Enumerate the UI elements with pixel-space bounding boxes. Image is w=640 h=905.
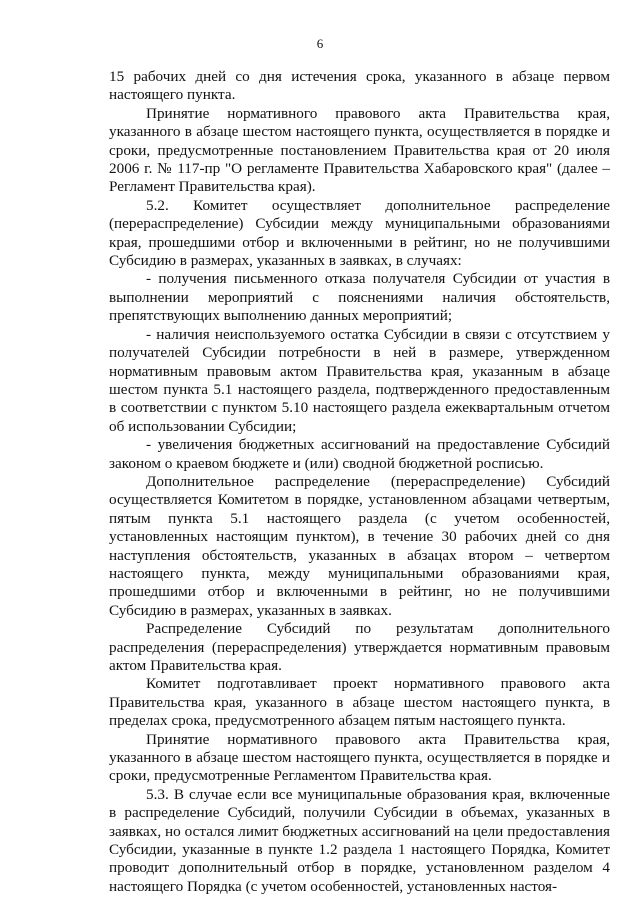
- list-item-budget-increase: - увеличения бюджетных ассигнований на предоставление Субсидий законом о краевом бюджете и (или) сводной бюджетной росписью.: [109, 436, 610, 472]
- paragraph-redistribution-procedure: Дополнительное распределение (перераспределение) Субсидий осуществляется Комитетом в порядке, установленном абзацами четвертым, пятым пункта 5.1 настоящего раздела (с учетом особенностей, установленных настоящим пунктом), в течение 30 рабочих дней со дня наступления обстоятельств, указанных в абзацах втором – четвертом настоящего пункта, между муниципальными образованиями края, прошедшими отбор и включенными в рейтинг, но не получившими Субсидию в размерах, указанных в заявках.: [109, 472, 610, 619]
- list-item-written-refusal: - получения письменного отказа получателя Субсидии от участия в выполнении мероприятий с пояснениями наличия обстоятельств, препятствующих выполнению данных мероприятий;: [109, 270, 610, 325]
- list-item-unused-balance: - наличия неиспользуемого остатка Субсидии в связи с отсутствием у получателей Субсидии потребности в ней в размере, утвержденном нормативным правовым актом Правительства края, указанным в абзаце шестом пункта 5.1 настоящего раздела, подтвержденного предоставленным в соответствии с пунктом 5.10 настоящего раздела ежеквартальным отчетом об использовании Субсидии;: [109, 325, 610, 435]
- paragraph-draft-preparation: Комитет подготавливает проект нормативного правового акта Правительства края, указанного в абзаце шестом настоящего пункта, в пределах срока, предусмотренного абзацем пятым настоящего пункта.: [109, 675, 610, 730]
- paragraph-5-3: 5.3. В случае если все муниципальные образования края, включенные в распределение Субсидий, получили Субсидии в объемах, указанных в заявках, но остался лимит бюджетных ассигнований на цели предоставления Субсидии, указанные в пункте 1.2 раздела 1 настоящего Порядка, Комитет проводит дополнительный отбор в порядке, установленном разделом 4 настоящего Порядка (с учетом особенностей, установленных настоя-: [109, 785, 610, 895]
- paragraph-continuation: 15 рабочих дней со дня истечения срока, указанного в абзаце первом настоящего пункта.: [109, 68, 610, 104]
- document-body: [109, 68, 610, 896]
- page-number: 6: [316, 36, 324, 51]
- paragraph-act-adoption: Принятие нормативного правового акта Правительства края, указанного в абзаце шестом настоящего пункта, осуществляется в порядке и сроки, предусмотренные Регламентом Правительства края.: [109, 730, 610, 785]
- paragraph-regulation-adoption: Принятие нормативного правового акта Правительства края, указанного в абзаце шестом настоящего пункта, осуществляется в порядке и сроки, предусмотренные постановлением Правительства края от 20 июля 2006 г. № 117-пр "О регламенте Правительства Хабаровского края" (далее – Регламент Правительства края).: [109, 104, 610, 196]
- paragraph-redistribution-approval: Распределение Субсидий по результатам дополнительного распределения (перераспределения) утверждается нормативным правовым актом Правительства края.: [109, 620, 610, 674]
- paragraph-5-2: 5.2. Комитет осуществляет дополнительное распределение (перераспределение) Субсидии между муниципальными образованиями края, прошедшими отбор и включенными в рейтинг, но не получившими Субсидию в размерах, указанных в заявках, в случаях:: [109, 196, 610, 270]
